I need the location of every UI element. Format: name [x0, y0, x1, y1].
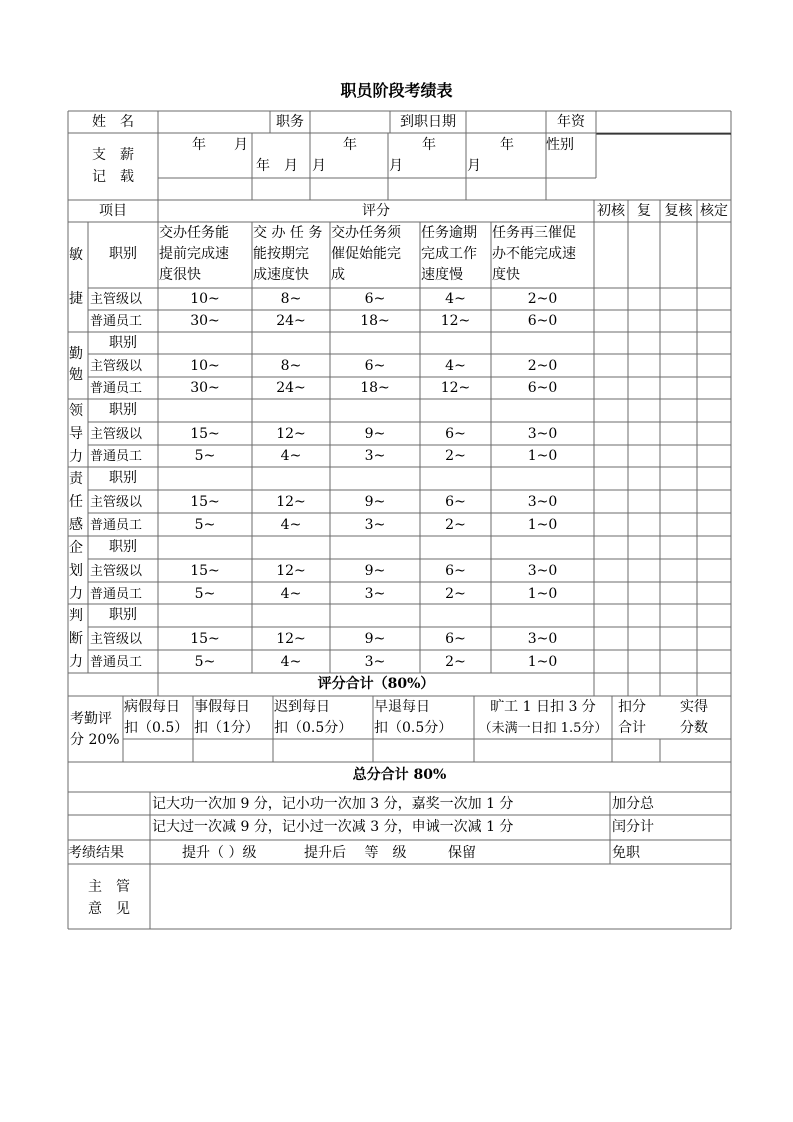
score-cell: 10~	[190, 291, 220, 307]
label-second-review: 复	[637, 203, 651, 219]
category-5-char-3: 力	[69, 586, 83, 602]
merit-penalty: 记大过一次减 9 分，记小过一次减 3 分，申诫一次减 1 分	[152, 819, 514, 835]
criteria-4-line-1: 任务逾期	[421, 225, 477, 241]
result-label: 考绩结果	[68, 845, 124, 861]
criteria-5-line-1: 任务再三催促	[492, 225, 576, 241]
score-cell: 10~	[190, 358, 220, 374]
score-cell: 3~0	[527, 631, 558, 647]
score-cell: 6~	[445, 494, 466, 510]
label-salary-record-2: 记 载	[92, 169, 134, 185]
merit-total-a: 加分总	[612, 796, 654, 812]
score-cell: 30~	[190, 313, 220, 329]
label-year-2: 年	[422, 137, 436, 153]
score-cell: 3~0	[527, 563, 558, 579]
attendance-personal-2: 扣（1分）	[194, 720, 259, 736]
score-cell: 12~	[440, 313, 471, 329]
attendance-absent-1: 旷工 1 日扣 3 分	[490, 699, 596, 715]
score-cell: 5~	[194, 654, 216, 670]
criteria-1-line-1: 交办任务能	[159, 225, 229, 241]
score-cell: 8~	[280, 358, 302, 374]
rank-staff-6: 普通员工	[90, 655, 143, 670]
score-cell: 1~0	[527, 448, 558, 464]
label-recheck: 复核	[664, 203, 693, 219]
score-cell: 15~	[190, 426, 220, 442]
label-name: 姓 名	[92, 114, 134, 130]
label-month-2: 月	[389, 158, 403, 174]
score-cell: 12~	[276, 494, 306, 510]
supervisor-label-2: 意 见	[88, 901, 130, 917]
category-4-char-2: 任	[69, 494, 83, 510]
rank-manager-1: 主管级以	[90, 292, 143, 307]
rank-manager-5: 主管级以	[90, 564, 143, 579]
label-seniority: 年资	[557, 114, 585, 130]
criteria-5-line-3: 度快	[492, 267, 520, 283]
score-cell: 24~	[276, 380, 306, 396]
score-cell: 3~0	[527, 494, 558, 510]
rank-staff-5: 普通员工	[90, 587, 143, 602]
criteria-4-line-3: 速度慢	[421, 267, 463, 283]
score-cell: 3~0	[527, 426, 558, 442]
score-cell: 9~	[364, 426, 386, 442]
rank-staff-3: 普通员工	[90, 449, 143, 464]
category-4-char-3: 感	[69, 517, 83, 533]
result-dismiss: 免职	[612, 845, 640, 861]
rank-label-5: 职别	[109, 539, 137, 555]
score-cell: 1~0	[527, 654, 558, 670]
supervisor-opinion-field[interactable]	[151, 865, 730, 928]
supervisor-label-1: 主 管	[88, 879, 130, 895]
score-cell: 5~	[194, 586, 216, 602]
score-cell: 6~	[445, 426, 466, 442]
criteria-2-line-2: 能按期完	[253, 246, 309, 262]
score-cell: 6~	[364, 291, 386, 307]
label-join-date: 到职日期	[400, 114, 456, 130]
score-cell: 3~	[364, 586, 386, 602]
attendance-deduct-1: 扣分	[618, 699, 646, 715]
criteria-1-line-3: 度很快	[159, 267, 201, 283]
merit-bonus: 记大功一次加 9 分，记小功一次加 3 分，嘉奖一次加 1 分	[152, 796, 514, 812]
attendance-absent-2: （未满一日扣 1.5分）	[478, 721, 608, 736]
result-promote: 提升（ ）级	[182, 845, 257, 861]
attendance-early-2: 扣（0.5分）	[374, 720, 453, 736]
score-cell: 30~	[190, 380, 220, 396]
score-cell: 6~	[445, 631, 466, 647]
score-cell: 18~	[360, 313, 390, 329]
score-cell: 5~	[194, 448, 216, 464]
criteria-5-line-2: 办不能完成速	[492, 246, 576, 262]
criteria-3-line-1: 交办任务须	[331, 225, 401, 241]
score-cell: 12~	[276, 426, 306, 442]
category-6-char-2: 断	[69, 631, 83, 647]
category-3-char-2: 导	[69, 426, 83, 442]
score-cell: 1~0	[527, 586, 558, 602]
result-after: 提升后 等 级	[304, 845, 407, 861]
rank-manager-4: 主管级以	[90, 495, 143, 510]
label-post: 职务	[276, 114, 304, 130]
label-year-month-b: 年 月	[256, 158, 298, 174]
rank-label-4: 职别	[109, 470, 137, 486]
score-cell: 2~	[445, 654, 466, 670]
score-cell: 3~	[364, 448, 386, 464]
attendance-early-1: 早退每日	[374, 699, 430, 715]
category-4-char-1: 责	[69, 471, 83, 487]
score-cell: 24~	[276, 313, 306, 329]
category-3-char-1: 领	[69, 403, 83, 419]
attendance-label-1: 考勤评	[70, 711, 112, 727]
score-cell: 15~	[190, 563, 220, 579]
merit-total-b: 闰分计	[612, 819, 654, 835]
rank-manager-3: 主管级以	[90, 427, 143, 442]
rank-staff-2: 普通员工	[90, 381, 143, 396]
rank-manager-2: 主管级以	[90, 359, 143, 374]
label-approve: 核定	[700, 203, 728, 219]
criteria-4-line-2: 完成工作	[421, 246, 477, 262]
label-year-1: 年	[343, 137, 357, 153]
criteria-2-line-3: 成速度快	[253, 267, 309, 283]
score-cell: 2~	[445, 517, 466, 533]
label-year-month-a: 年 月	[192, 137, 248, 153]
attendance-label-2: 分 20%	[70, 732, 120, 748]
score-cell: 4~	[280, 654, 302, 670]
page-title: 职员阶段考绩表	[340, 81, 453, 100]
attendance-actual-2: 分数	[680, 720, 708, 736]
score-cell: 3~	[364, 654, 386, 670]
category-5-char-2: 划	[69, 563, 83, 579]
score-cell: 1~0	[527, 517, 558, 533]
attendance-personal-1: 事假每日	[194, 699, 250, 715]
criteria-1-line-2: 提前完成速	[159, 246, 229, 262]
rank-staff-4: 普通员工	[90, 518, 143, 533]
score-cell: 2~	[445, 448, 466, 464]
score-cell: 6~	[445, 563, 466, 579]
score-cell: 2~0	[527, 291, 558, 307]
rank-staff-1: 普通员工	[90, 314, 143, 329]
result-keep: 保留	[448, 845, 476, 861]
score-cell: 4~	[280, 448, 302, 464]
score-cell: 6~0	[527, 313, 558, 329]
score-cell: 2~0	[527, 358, 558, 374]
score-cell: 2~	[445, 586, 466, 602]
score-subtotal: 评分合计（80%）	[317, 676, 435, 692]
attendance-actual-1: 实得	[680, 699, 708, 715]
score-cell: 3~	[364, 517, 386, 533]
label-salary-record-1: 支 薪	[92, 147, 134, 163]
score-cell: 18~	[360, 380, 390, 396]
score-cell: 9~	[364, 494, 386, 510]
category-1-char-2: 捷	[69, 291, 83, 307]
attendance-sick-1: 病假每日	[124, 699, 180, 715]
category-6-char-3: 力	[69, 654, 83, 670]
score-cell: 4~	[445, 358, 466, 374]
rank-label-2: 职别	[109, 335, 137, 351]
attendance-late-1: 迟到每日	[274, 699, 330, 715]
rank-manager-6: 主管级以	[90, 632, 143, 647]
category-2-char-2: 勉	[69, 367, 83, 383]
label-first-review: 初核	[597, 203, 625, 219]
attendance-deduct-2: 合计	[618, 720, 646, 736]
attendance-sick-2: 扣（0.5）	[124, 720, 189, 736]
criteria-3-line-2: 催促始能完	[331, 246, 401, 262]
rank-label-3: 职别	[109, 402, 137, 418]
label-year-3: 年	[500, 137, 514, 153]
score-cell: 9~	[364, 631, 386, 647]
criteria-3-line-3: 成	[331, 267, 345, 283]
attendance-late-2: 扣（0.5分）	[274, 720, 353, 736]
category-2-char-1: 勤	[69, 346, 83, 362]
label-month-3: 月	[467, 158, 481, 174]
category-5-char-1: 企	[69, 540, 83, 556]
score-cell: 5~	[194, 517, 216, 533]
score-cell: 4~	[280, 517, 302, 533]
score-cell: 15~	[190, 631, 220, 647]
score-cell: 4~	[445, 291, 466, 307]
grand-total: 总分合计 80%	[352, 767, 447, 783]
label-gender: 性别	[546, 137, 574, 153]
score-cell: 15~	[190, 494, 220, 510]
score-cell: 12~	[440, 380, 471, 396]
score-cell: 6~0	[527, 380, 558, 396]
label-score: 评分	[362, 203, 390, 219]
label-item: 项目	[99, 203, 127, 219]
category-6-char-1: 判	[69, 608, 83, 624]
category-3-char-3: 力	[69, 449, 83, 465]
score-cell: 4~	[280, 586, 302, 602]
rank-label-6: 职别	[109, 607, 137, 623]
criteria-2-line-1: 交 办 任 务	[253, 225, 323, 241]
category-1-char-1: 敏	[69, 247, 83, 263]
score-cell: 9~	[364, 563, 386, 579]
score-cell: 8~	[280, 291, 302, 307]
label-month-1: 月	[312, 158, 326, 174]
score-cell: 6~	[364, 358, 386, 374]
score-cell: 12~	[276, 563, 306, 579]
score-cell: 12~	[276, 631, 306, 647]
label-criteria-rank: 职别	[109, 246, 137, 262]
